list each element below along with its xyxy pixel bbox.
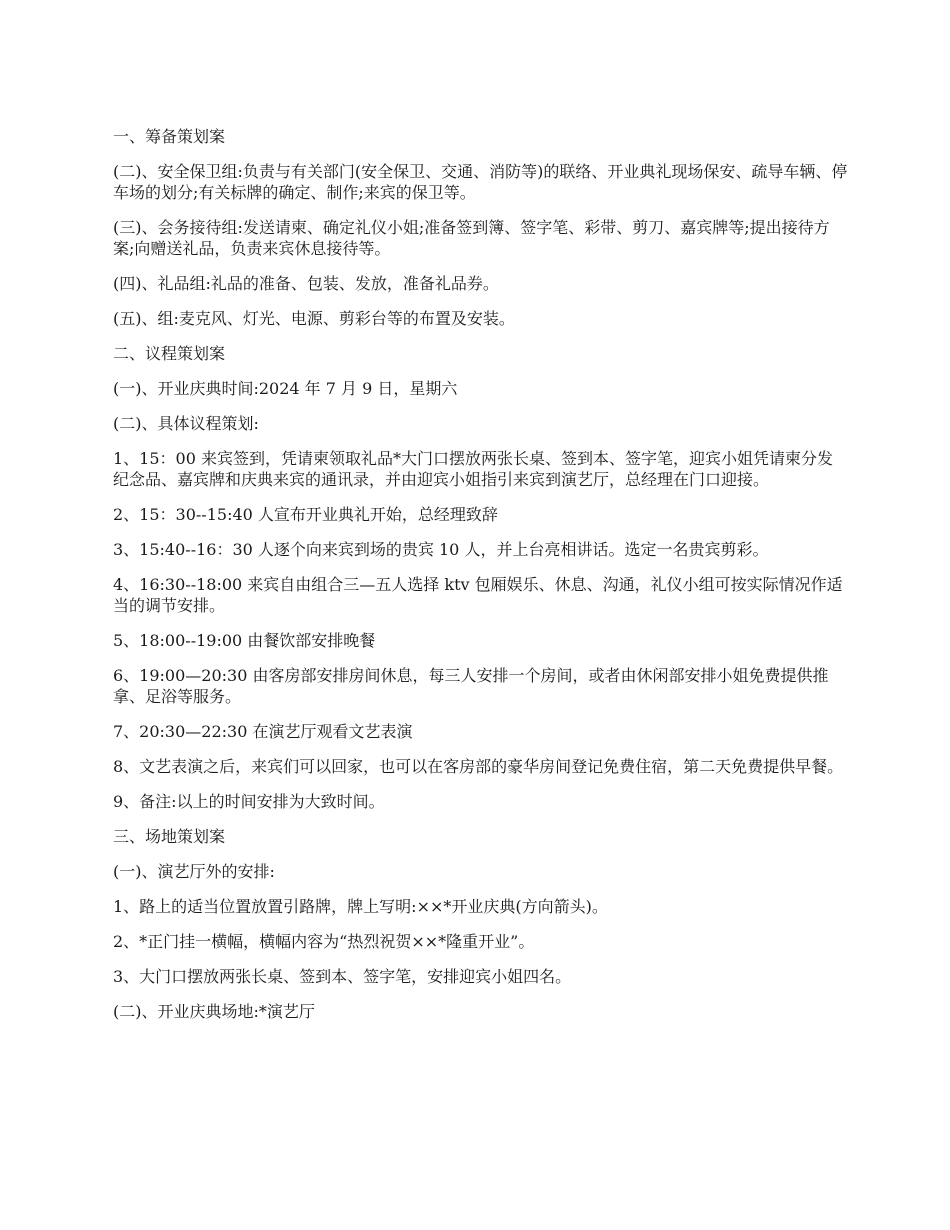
section-heading-preparation: 一、筹备策划案 xyxy=(113,127,226,146)
venue-item-3: 3、大门口摆放两张长桌、签到本、签字笔，安排迎宾小姐四名。 xyxy=(113,967,572,986)
paragraph-ceremony-venue: (二)、开业庆典场地:*演艺厅 xyxy=(113,1002,315,1021)
paragraph-outside-arrangement: (一)、演艺厅外的安排: xyxy=(113,862,275,881)
paragraph-ceremony-time: (一)、开业庆典时间:2024 年 7 月 9 日，星期六 xyxy=(113,379,458,398)
paragraph-reception-team: (三)、会务接待组:发送请柬、确定礼仪小姐;准备签到簿、签字笔、彩带、剪刀、嘉宾牌等;提出接待方案;向赠送礼品，负责来宾休息接待等。 xyxy=(113,218,830,258)
paragraph-gift-team: (四)、礼品组:礼品的准备、包装、发放，准备礼品券。 xyxy=(113,274,499,293)
agenda-item-7: 7、20:30—22:30 在演艺厅观看文艺表演 xyxy=(113,722,413,741)
agenda-item-8: 8、文艺表演之后，来宾们可以回家，也可以在客房部的豪华房间登记免费住宿，第二天免费提供早餐。 xyxy=(113,757,844,776)
agenda-item-2: 2、15：30--15:40 人宣布开业典礼开始，总经理致辞 xyxy=(113,505,498,524)
agenda-item-6: 6、19:00—20:30 由客房部安排房间休息，每三人安排一个房间，或者由休闲部安排小姐免费提供推拿、足浴等服务。 xyxy=(113,666,829,706)
venue-item-2: 2、*正门挂一横幅，横幅内容为“热烈祝贺××*隆重开业”。 xyxy=(113,932,535,951)
paragraph-equipment-team: (五)、组:麦克风、灯光、电源、剪彩台等的布置及安装。 xyxy=(113,309,515,328)
document-body xyxy=(113,126,848,1036)
agenda-item-5: 5、18:00--19:00 由餐饮部安排晚餐 xyxy=(113,631,376,650)
section-heading-venue: 三、场地策划案 xyxy=(113,827,226,846)
agenda-item-3: 3、15:40--16：30 人逐个向来宾到场的贵宾 10 人，并上台亮相讲话。选定一名贵宾剪彩。 xyxy=(113,540,769,559)
agenda-item-4: 4、16:30--18:00 来宾自由组合三—五人选择 ktv 包厢娱乐、休息、沟通，礼仪小组可按实际情况作适当的调节安排。 xyxy=(113,575,843,615)
paragraph-security-team: (二)、安全保卫组:负责与有关部门(安全保卫、交通、消防等)的联络、开业典礼现场保安、疏导车辆、停车场的划分;有关标牌的确定、制作;来宾的保卫等。 xyxy=(113,162,848,202)
agenda-item-9-note: 9、备注:以上的时间安排为大致时间。 xyxy=(113,792,385,811)
section-heading-agenda: 二、议程策划案 xyxy=(113,344,226,363)
agenda-item-1: 1、15：00 来宾签到，凭请柬领取礼品*大门口摆放两张长桌、签到本、签字笔，迎宾小姐凭请柬分发纪念品、嘉宾牌和庆典来宾的通讯录，并由迎宾小姐指引来宾到演艺厅，总经理在门口迎接。 xyxy=(113,449,833,489)
venue-item-1: 1、路上的适当位置放置引路牌，牌上写明:××*开业庆典(方向箭头)。 xyxy=(113,897,608,916)
paragraph-agenda-detail-heading: (二)、具体议程策划: xyxy=(113,414,259,433)
